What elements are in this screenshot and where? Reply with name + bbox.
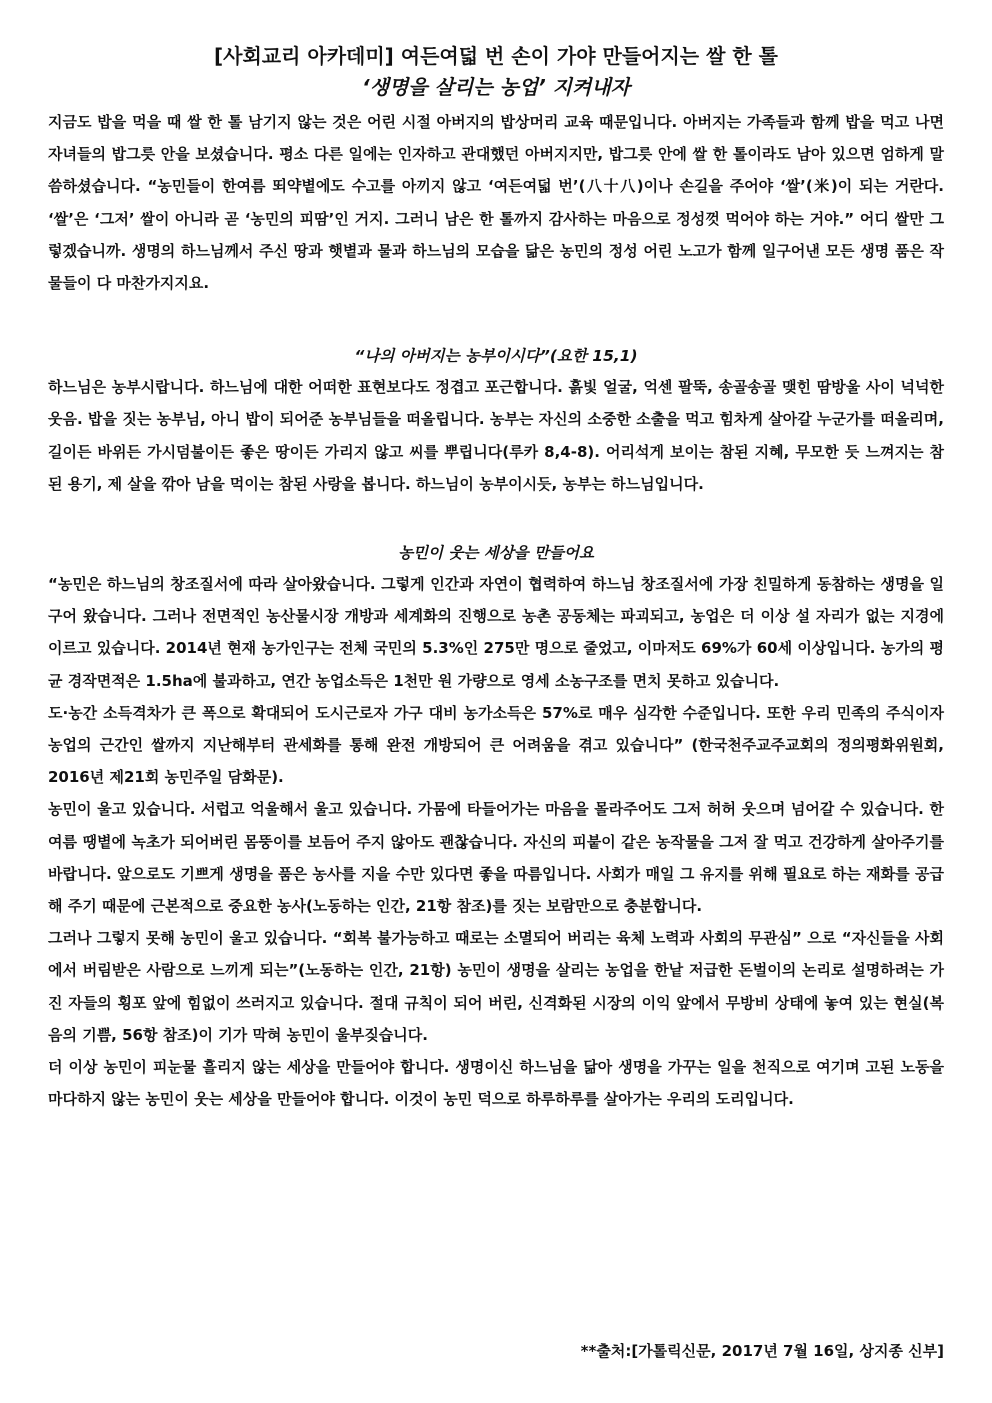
- section-paragraph: 더 이상 농민이 피눈물 흘리지 않는 세상을 만들어야 합니다. 생명이신 하느님을 닮아 생명을 가꾸는 일을 천직으로 여기며 고된 노동을 마다하지 않는 농민이 웃는 세상을 만들어야 합니다. 이것이 농민 덕으로 하루하루를 살아가는 우리의 도리입니다.: [48, 1058, 944, 1109]
- article-subtitle: ‘생명을 살리는 농업’ 지켜내자: [362, 75, 630, 99]
- section-paragraph: 그러나 그렇지 못해 농민이 울고 있습니다. “회복 불가능하고 때로는 소멸되어 버리는 육체 노력과 사회의 무관심” 으로 “자신들을 사회에서 버림받은 사람으로 느끼게 되는”(노동하는 인간, 21항) 농민이 생명을 살리는 농업을 한낱 저급한 돈벌이의 논리로 설명하려는 가진 자들의 횡포 앞에 힘없이 쓰러지고 있습니다. 절대 규칙이 되어 버린, 신격화된 시장의 이익 앞에서 무방비 상태에 놓여 있는 현실(복음의 기쁨, 56항 참조)이 기가 막혀 농민이 울부짖습니다.: [48, 929, 944, 1044]
- section-paragraph: “농민은 하느님의 창조질서에 따라 살아왔습니다. 그렇게 인간과 자연이 협력하여 하느님 창조질서에 가장 친밀하게 동참하는 생명을 일구어 왔습니다. 그러나 전면적인 농산물시장 개방과 세계화의 진행으로 농촌 공동체는 파괴되고, 농업은 더 이상 설 자리가 없는 지경에 이르고 있습니다. 2014년 현재 농가인구는 전체 국민의 5.3%인 275만 명으로 줄었고, 이마저도 69%가 60세 이상입니다. 농가의 평균 경작면적은 1.5ha에 불과하고, 연간 농업소득은 1천만 원 가량으로 영세 소농구조를 면치 못하고 있습니다.: [48, 575, 944, 690]
- intro-paragraph: 지금도 밥을 먹을 때 쌀 한 톨 남기지 않는 것은 어린 시절 아버지의 밥상머리 교육 때문입니다. 아버지는 가족들과 함께 밥을 먹고 나면 자녀들의 밥그릇 안을 보셨습니다. 평소 다른 일에는 인자하고 관대했던 아버지지만, 밥그릇 안에 쌀 한 톨이라도 남아 있으면 엄하게 말씀하셨습니다. “농민들이 한여름 뙤약볕에도 수고를 아끼지 않고 ‘여든여덟 번’(八十八)이나 손길을 주어야 ‘쌀’(米)이 되는 거란다. ‘쌀’은 ‘그저’ 쌀이 아니라 곧 ‘농민의 피땀’인 거지. 그러니 남은 한 톨까지 감사하는 마음으로 정성껏 먹어야 하는 거야.” 어디 쌀만 그렇겠습니까. 생명의 하느님께서 주신 땅과 햇볕과 물과 하느님의 모습을 닮은 농민의 정성 어린 노고가 함께 일구어낸 모든 생명 품은 작물들이 다 마찬가지지요.: [48, 113, 944, 293]
- article: [48, 40, 944, 1115]
- section-heading-world: 농민이 웃는 세상을 만들어요: [398, 544, 594, 563]
- section-paragraph: 하느님은 농부시랍니다. 하느님에 대한 어떠한 표현보다도 정겹고 포근합니다. 흙빛 얼굴, 억센 팔뚝, 송골송골 맺힌 땀방울 사이 넉넉한 웃음. 밥을 짓는 농부님, 아니 밥이 되어준 농부님들을 떠올립니다. 농부는 자신의 소중한 소출을 먹고 힘차게 살아갈 누군가를 떠올리며, 길이든 바위든 가시덤불이든 좋은 땅이든 가리지 않고 씨를 뿌립니다(루카 8,4-8). 어리석게 보이는 참된 지혜, 무모한 듯 느껴지는 참된 용기, 제 살을 깎아 남을 먹이는 참된 사랑을 봅니다. 하느님이 농부이시듯, 농부는 하느님입니다.: [48, 378, 944, 493]
- article-title: [사회교리 아카데미] 여든여덟 번 손이 가야 만들어지는 쌀 한 톨: [214, 44, 778, 68]
- section-paragraph: 도·농간 소득격차가 큰 폭으로 확대되어 도시근로자 가구 대비 농가소득은 57%로 매우 심각한 수준입니다. 또한 우리 민족의 주식이자 농업의 근간인 쌀까지 지난해부터 관세화를 통해 완전 개방되어 큰 어려움을 겪고 있습니다” (한국천주교주교회의 정의평화위원회, 2016년 제21회 농민주일 담화문).: [48, 703, 944, 787]
- source-citation: **출처:[가톨릭신문, 2017년 7월 16일, 상지종 신부]: [580, 1342, 944, 1360]
- section-heading-farmer: “나의 아버지는 농부이시다”(요한 15,1): [354, 347, 638, 366]
- section-paragraph: 농민이 울고 있습니다. 서럽고 억울해서 울고 있습니다. 가뭄에 타들어가는 마음을 몰라주어도 그저 허허 웃으며 넘어갈 수 있습니다. 한여름 땡볕에 녹초가 되어버린 몸뚱이를 보듬어 주지 않아도 괜찮습니다. 자신의 피붙이 같은 농작물을 그저 잘 먹고 건강하게 살아주기를 바랍니다. 앞으로도 기쁘게 생명을 품은 농사를 지을 수만 있다면 좋을 따름입니다. 사회가 매일 그 유지를 위해 필요로 하는 재화를 공급해 주기 때문에 근본적으로 중요한 농사(노동하는 인간, 21항 참조)를 짓는 보람만으로 충분합니다.: [48, 800, 944, 916]
